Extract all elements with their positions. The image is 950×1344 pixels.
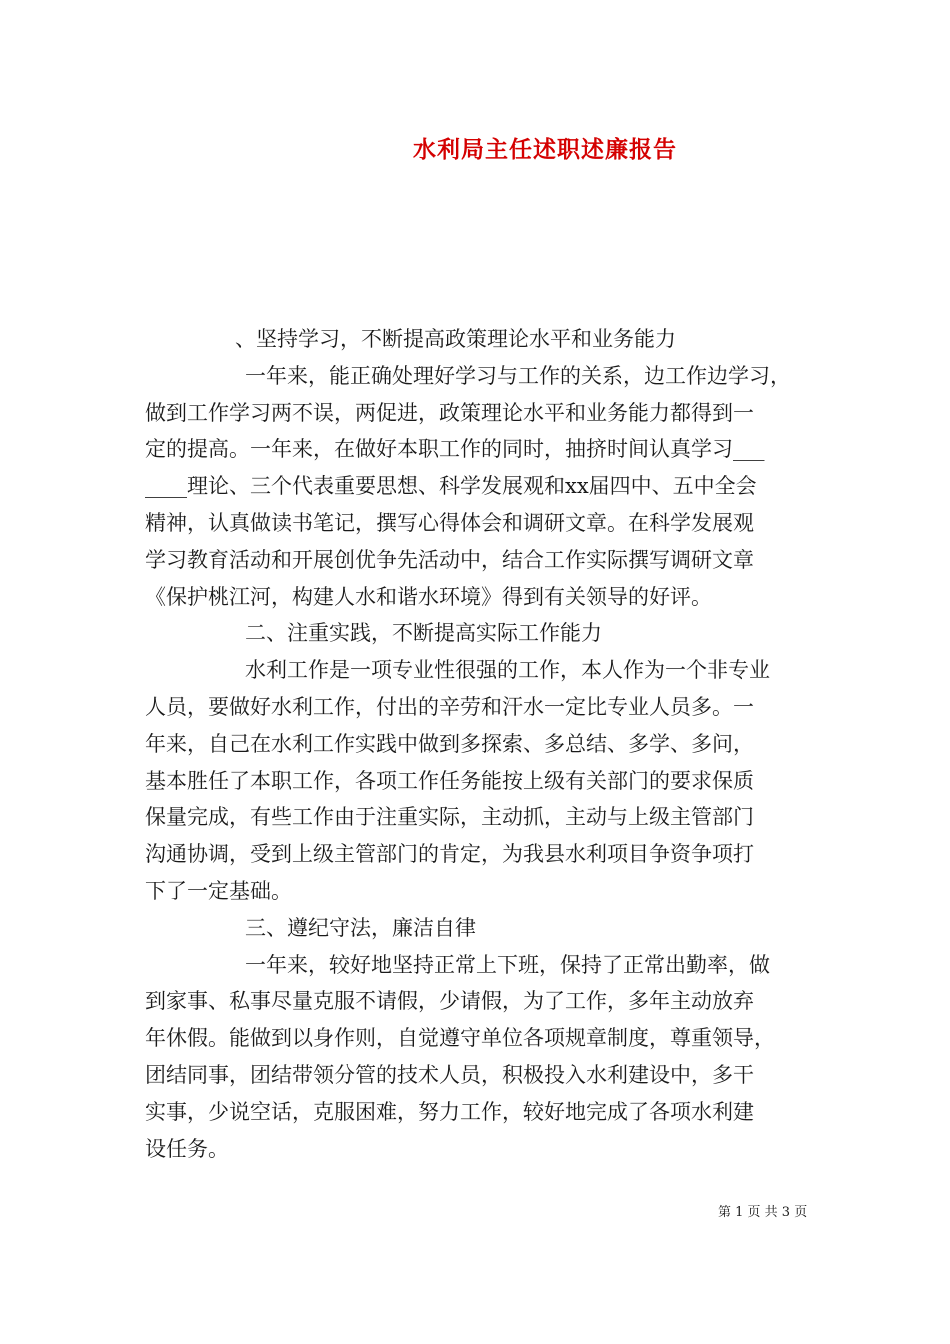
section-heading-2: 二、注重实践，不断提高实际工作能力	[245, 621, 602, 646]
paragraph-line: ____理论、三个代表重要思想、科学发展观和xx届四中、五中全会	[145, 474, 757, 499]
page-number-footer: 第 1 页 共 3 页	[718, 1205, 808, 1220]
paragraph-line: 到家事、私事尽量克服不请假，少请假，为了工作，多年主动放弃	[145, 989, 754, 1014]
paragraph-line: 沟通协调，受到上级主管部门的肯定，为我县水利项目争资争项打	[145, 842, 754, 867]
paragraph-line: 定的提高。一年来，在做好本职工作的同时，抽挤时间认真学习___	[145, 437, 765, 462]
paragraph-line: 水利工作是一项专业性很强的工作，本人作为一个非专业	[245, 658, 770, 683]
paragraph-line: 学习教育活动和开展创优争先活动中，结合工作实际撰写调研文章	[145, 547, 754, 572]
section-heading-1: 、坚持学习，不断提高政策理论水平和业务能力	[235, 327, 676, 351]
paragraph-line: 一年来，较好地坚持正常上下班，保持了正常出勤率，做	[245, 952, 770, 977]
paragraph-line: 做到工作学习两不误，两促进，政策理论水平和业务能力都得到一	[145, 400, 754, 425]
paragraph-line: 团结同事，团结带领分管的技术人员，积极投入水利建设中，多干	[145, 1062, 754, 1087]
paragraph-line: 设任务。	[145, 1136, 229, 1161]
document-body	[145, 321, 813, 1167]
paragraph-line: 精神，认真做读书笔记，撰写心得体会和调研文章。在科学发展观	[145, 510, 754, 535]
section-heading-3: 三、遵纪守法，廉洁自律	[245, 915, 476, 940]
paragraph-line: 基本胜任了本职工作，各项工作任务能按上级有关部门的要求保质	[145, 768, 754, 793]
paragraph-line: 下了一定基础。	[145, 878, 292, 903]
paragraph-line: 年来，自己在水利工作实践中做到多探索、多总结、多学、多问，	[145, 731, 754, 756]
paragraph-line: 人员，要做好水利工作，付出的辛劳和汗水一定比专业人员多。一	[145, 694, 754, 719]
paragraph-line: 年休假。能做到以身作则，自觉遵守单位各项规章制度，尊重领导，	[145, 1026, 775, 1051]
paragraph-line: 一年来，能正确处理好学习与工作的关系，边工作边学习，	[245, 363, 791, 388]
paragraph-line: 实事，少说空话，克服困难，努力工作，较好地完成了各项水利建	[145, 1099, 754, 1124]
paragraph-line: 保量完成，有些工作由于注重实际，主动抓，主动与上级主管部门	[145, 805, 754, 830]
paragraph-line: 《保护桃江河，构建人水和谐水环境》得到有关领导的好评。	[145, 584, 712, 609]
document-title: 水利局主任述职述廉报告	[413, 136, 677, 163]
